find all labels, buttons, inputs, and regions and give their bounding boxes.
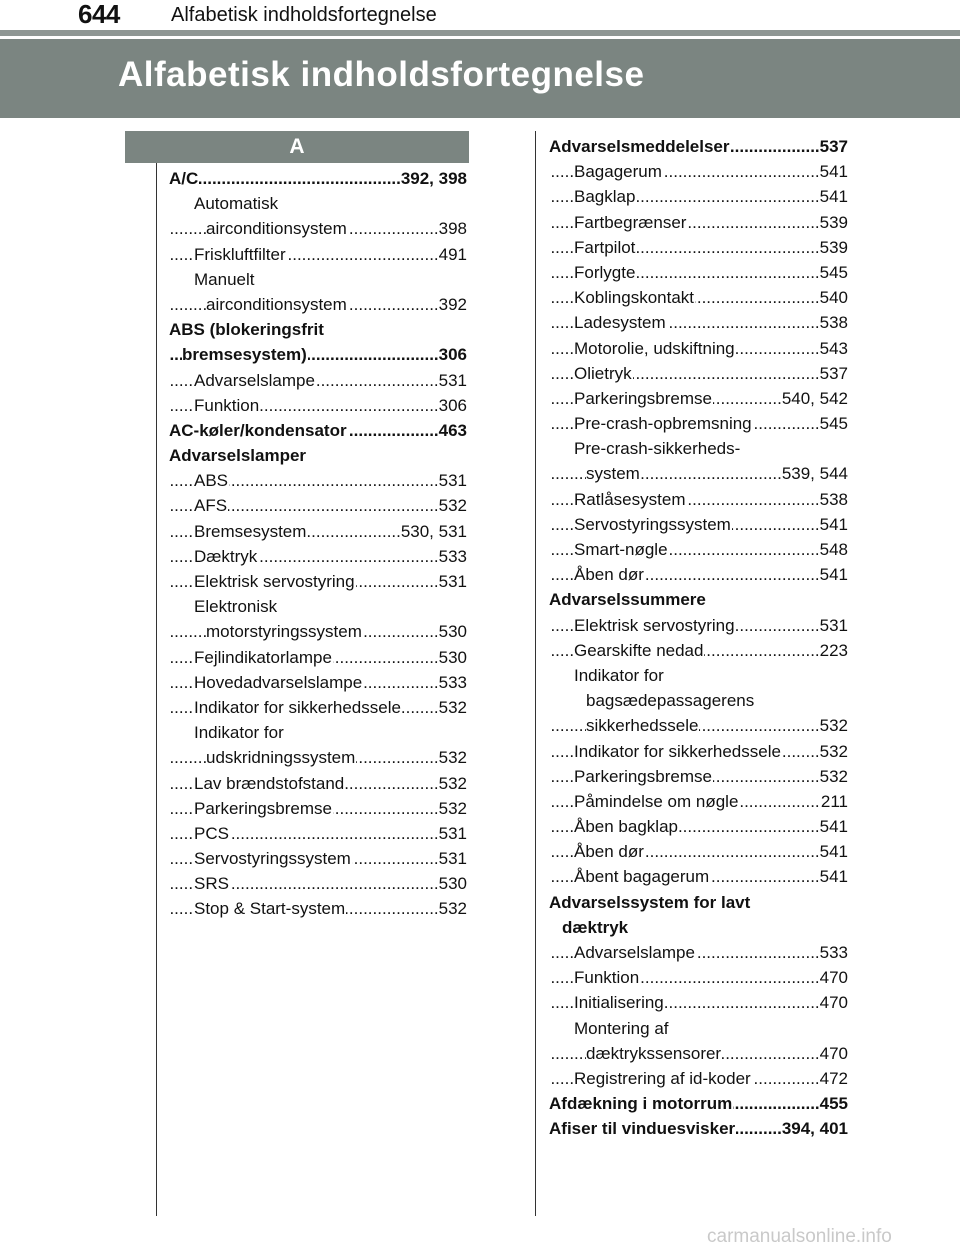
index-entry bbox=[549, 386, 848, 411]
entry-label: ..... Servostyringssystem bbox=[194, 846, 352, 871]
index-entry bbox=[549, 537, 848, 562]
index-entry bbox=[169, 619, 467, 644]
index-entry bbox=[549, 260, 848, 285]
entry-page-number: 531 bbox=[438, 821, 467, 846]
index-entry bbox=[549, 285, 848, 310]
entry-page-number: 531 bbox=[438, 569, 467, 594]
index-entry bbox=[169, 594, 467, 619]
entry-label: ..... Servostyringssystem bbox=[574, 512, 732, 537]
entry-label: ..... Gearskifte nedad bbox=[574, 638, 704, 663]
entry-label: Pre-crash-sikkerheds- bbox=[574, 436, 741, 461]
entry-label: ..... sikkerhedssele bbox=[586, 713, 699, 738]
index-entry bbox=[169, 796, 467, 821]
index-entry bbox=[549, 159, 848, 184]
entry-label: ..... Parkeringsbremse bbox=[574, 764, 713, 789]
index-entry bbox=[169, 368, 467, 393]
entry-label: ..... Elektrisk servostyring bbox=[194, 569, 356, 594]
entry-label: ..... Smart-nøgle bbox=[574, 537, 669, 562]
entry-label: ..... Indikator for sikkerhedssele bbox=[574, 739, 782, 764]
index-entry bbox=[549, 235, 848, 260]
entry-label: Montering af bbox=[574, 1016, 670, 1041]
index-entry bbox=[549, 965, 848, 990]
entry-page-number: 543 bbox=[819, 336, 848, 361]
entry-page-number: 538 bbox=[819, 310, 848, 335]
entry-page-number: 532 bbox=[438, 745, 467, 770]
entry-page-number: 532 bbox=[438, 771, 467, 796]
entry-page-number: 211 bbox=[820, 789, 848, 814]
entry-page-number: 541 bbox=[819, 184, 848, 209]
index-entry bbox=[549, 613, 848, 638]
entry-label: ..... Afiser til vinduesvisker bbox=[549, 1116, 736, 1141]
entry-label: Automatisk bbox=[194, 191, 279, 216]
entry-page-number: 463 bbox=[438, 418, 467, 443]
entry-label: ..... ABS bbox=[194, 468, 229, 493]
entry-label: ..... Åben dør bbox=[574, 562, 645, 587]
index-entry bbox=[549, 713, 848, 738]
index-entry bbox=[549, 512, 848, 537]
index-entry bbox=[549, 411, 848, 436]
entry-page-number: 533 bbox=[438, 670, 467, 695]
entry-label: ..... PCS bbox=[194, 821, 230, 846]
entry-label: ..... Pre-crash-opbremsning bbox=[574, 411, 753, 436]
index-entry bbox=[549, 638, 848, 663]
entry-label: ..... Ratlåsesystem bbox=[574, 487, 686, 512]
index-entry bbox=[549, 461, 848, 486]
index-entry bbox=[169, 821, 467, 846]
entry-page-number: 470 bbox=[819, 965, 848, 990]
index-entry bbox=[549, 663, 848, 688]
entry-label: ..... SRS bbox=[194, 871, 230, 896]
entry-page-number: 470 bbox=[819, 1041, 848, 1066]
entry-label: ..... udskridningssystem bbox=[206, 745, 356, 770]
entry-label: Advarselssummere bbox=[549, 587, 707, 612]
entry-label: ..... Advarselslampe bbox=[574, 940, 696, 965]
entry-page-number: 537 bbox=[819, 134, 848, 159]
entry-page-number: 530 bbox=[438, 619, 467, 644]
entry-label: ..... Friskluftfilter bbox=[194, 242, 287, 267]
entry-page-number: 491 bbox=[438, 242, 467, 267]
index-entry bbox=[549, 990, 848, 1015]
index-entry bbox=[549, 1041, 848, 1066]
index-entry bbox=[169, 695, 467, 720]
index-entry bbox=[549, 940, 848, 965]
index-entry bbox=[169, 242, 467, 267]
entry-page-number: 531 bbox=[438, 846, 467, 871]
index-entry bbox=[549, 134, 848, 159]
index-entry bbox=[549, 890, 848, 915]
entry-page-number: 539, 544 bbox=[781, 461, 848, 486]
left-index-column bbox=[169, 166, 467, 922]
entry-label: ..... Olietryk bbox=[574, 361, 633, 386]
entry-page-number: 530, 531 bbox=[400, 519, 467, 544]
index-entry bbox=[549, 764, 848, 789]
index-entry bbox=[169, 317, 467, 342]
entry-page-number: 394, 401 bbox=[781, 1116, 848, 1141]
entry-page-number: 545 bbox=[819, 260, 848, 285]
entry-label: ..... AFS bbox=[194, 493, 228, 518]
index-entry bbox=[169, 393, 467, 418]
index-entry bbox=[169, 191, 467, 216]
entry-page-number: 306 bbox=[438, 342, 467, 367]
title-banner bbox=[0, 39, 960, 118]
entry-page-number: 532 bbox=[819, 764, 848, 789]
index-entry bbox=[549, 436, 848, 461]
index-entry bbox=[549, 688, 848, 713]
entry-page-number: 472 bbox=[819, 1066, 848, 1091]
entry-label: ..... Lav brændstofstand bbox=[194, 771, 345, 796]
entry-page-number: 541 bbox=[819, 839, 848, 864]
index-entry bbox=[549, 864, 848, 889]
entry-label: ..... system bbox=[586, 461, 641, 486]
entry-label: ..... Afdækning i motorrum bbox=[549, 1091, 733, 1116]
entry-page-number: 541 bbox=[819, 562, 848, 587]
entry-page-number: 530 bbox=[438, 871, 467, 896]
entry-page-number: 531 bbox=[819, 613, 848, 638]
entry-label: ..... Parkeringsbremse bbox=[574, 386, 713, 411]
entry-label: ..... Elektrisk servostyring bbox=[574, 613, 736, 638]
entry-label: Manuelt bbox=[194, 267, 255, 292]
entry-label: bagsædepassagerens bbox=[586, 688, 755, 713]
right-index-column bbox=[549, 134, 848, 1142]
entry-label: ..... Ladesystem bbox=[574, 310, 667, 335]
entry-label: ..... Indikator for sikkerhedssele bbox=[194, 695, 402, 720]
entry-label: ..... airconditionsystem bbox=[206, 216, 348, 241]
entry-page-number: 470 bbox=[819, 990, 848, 1015]
entry-label: ..... Initialisering bbox=[574, 990, 665, 1015]
index-entry bbox=[549, 1016, 848, 1041]
page-number: 644 bbox=[78, 0, 120, 29]
index-entry bbox=[549, 915, 848, 940]
index-entry bbox=[169, 493, 467, 518]
index-entry bbox=[549, 839, 848, 864]
entry-label: ..... Bagklap bbox=[574, 184, 636, 209]
index-entry bbox=[169, 468, 467, 493]
entry-page-number: 541 bbox=[819, 814, 848, 839]
index-entry bbox=[169, 896, 467, 921]
index-entry bbox=[169, 720, 467, 745]
index-entry bbox=[549, 1066, 848, 1091]
entry-page-number: 532 bbox=[438, 796, 467, 821]
entry-label: ..... Funktion bbox=[194, 393, 260, 418]
entry-page-number: 392, 398 bbox=[400, 166, 467, 191]
index-entry bbox=[549, 336, 848, 361]
entry-page-number: 540, 542 bbox=[781, 386, 848, 411]
index-entry bbox=[549, 184, 848, 209]
entry-label: ..... Funktion bbox=[574, 965, 640, 990]
entry-label: ..... Åben dør bbox=[574, 839, 645, 864]
entry-label: ..... Stop & Start-system bbox=[194, 896, 346, 921]
index-entry bbox=[169, 670, 467, 695]
entry-page-number: 532 bbox=[819, 739, 848, 764]
entry-page-number: 392 bbox=[438, 292, 467, 317]
entry-label: ..... A/C bbox=[169, 166, 199, 191]
entry-label: ..... Hovedadvarselslampe bbox=[194, 670, 363, 695]
index-entry bbox=[169, 418, 467, 443]
entry-label: ..... Parkeringsbremse bbox=[194, 796, 333, 821]
index-entry bbox=[169, 166, 467, 191]
entry-label: ..... Registrering af id-koder bbox=[574, 1066, 752, 1091]
section-letter-header: A bbox=[125, 131, 469, 163]
entry-label: ..... airconditionsystem bbox=[206, 292, 348, 317]
index-entry bbox=[169, 216, 467, 241]
entry-page-number: 538 bbox=[819, 487, 848, 512]
entry-page-number: 537 bbox=[819, 361, 848, 386]
index-entry bbox=[169, 342, 467, 367]
entry-page-number: 532 bbox=[438, 695, 467, 720]
index-entry bbox=[549, 487, 848, 512]
left-margin-rule bbox=[156, 163, 157, 1216]
entry-label: Advarselslamper bbox=[169, 443, 307, 468]
index-entry bbox=[549, 310, 848, 335]
entry-page-number: 531 bbox=[438, 468, 467, 493]
index-entry bbox=[169, 443, 467, 468]
index-entry bbox=[549, 1091, 848, 1116]
entry-label: ..... bremsesystem) bbox=[182, 342, 308, 367]
entry-label: ..... motorstyringssystem bbox=[206, 619, 363, 644]
index-entry bbox=[169, 519, 467, 544]
entry-page-number: 398 bbox=[438, 216, 467, 241]
entry-label: ..... Koblingskontakt bbox=[574, 285, 695, 310]
index-entry bbox=[169, 267, 467, 292]
entry-label: ..... Fartpilot bbox=[574, 235, 636, 260]
index-entry bbox=[169, 745, 467, 770]
entry-page-number: 541 bbox=[819, 512, 848, 537]
entry-label: ..... Påmindelse om nøgle bbox=[574, 789, 739, 814]
index-entry bbox=[549, 739, 848, 764]
entry-page-number: 455 bbox=[819, 1091, 848, 1116]
entry-page-number: 532 bbox=[438, 896, 467, 921]
index-entry bbox=[169, 292, 467, 317]
index-entry bbox=[549, 789, 848, 814]
entry-page-number: 539 bbox=[819, 235, 848, 260]
entry-label: ..... Fartbegrænser bbox=[574, 210, 687, 235]
entry-label: ..... Forlygte bbox=[574, 260, 636, 285]
entry-label: ..... Dæktryk bbox=[194, 544, 258, 569]
index-entry bbox=[169, 569, 467, 594]
entry-label: Elektronisk bbox=[194, 594, 278, 619]
entry-label: Indikator for bbox=[194, 720, 285, 745]
page-title: Alfabetisk indholdsfortegnelse bbox=[118, 55, 645, 94]
entry-label: ..... Motorolie, udskiftning bbox=[574, 336, 736, 361]
entry-page-number: 533 bbox=[819, 940, 848, 965]
entry-label: ..... Advarselsmeddelelser bbox=[549, 134, 731, 159]
index-entry bbox=[169, 846, 467, 871]
entry-page-number: 532 bbox=[819, 713, 848, 738]
column-divider bbox=[535, 131, 536, 1216]
running-head-title: Alfabetisk indholdsfortegnelse bbox=[171, 4, 437, 26]
entry-page-number: 306 bbox=[438, 393, 467, 418]
index-entry bbox=[549, 361, 848, 386]
entry-label: ..... dæktrykssensorer bbox=[586, 1041, 722, 1066]
top-rule bbox=[0, 30, 960, 36]
index-entry bbox=[549, 210, 848, 235]
entry-page-number: 533 bbox=[438, 544, 467, 569]
index-entry bbox=[549, 587, 848, 612]
index-entry bbox=[549, 1116, 848, 1141]
entry-label: ..... Bagagerum bbox=[574, 159, 663, 184]
entry-label: ..... AC-køler/kondensator bbox=[169, 418, 348, 443]
entry-page-number: 548 bbox=[819, 537, 848, 562]
entry-label: ..... Advarselslampe bbox=[194, 368, 316, 393]
entry-label: ..... Fejlindikatorlampe bbox=[194, 645, 333, 670]
entry-label: ..... Bremsesystem bbox=[194, 519, 307, 544]
entry-page-number: 539 bbox=[819, 210, 848, 235]
index-entry bbox=[169, 871, 467, 896]
entry-label: dæktryk bbox=[562, 915, 629, 940]
entry-label: Advarselssystem for lavt bbox=[549, 890, 751, 915]
index-entry bbox=[549, 562, 848, 587]
entry-label: ABS (blokeringsfrit bbox=[169, 317, 325, 342]
index-entry bbox=[169, 771, 467, 796]
index-entry bbox=[169, 544, 467, 569]
running-head bbox=[0, 0, 960, 32]
entry-page-number: 545 bbox=[819, 411, 848, 436]
entry-page-number: 532 bbox=[438, 493, 467, 518]
entry-label: Indikator for bbox=[574, 663, 665, 688]
entry-page-number: 530 bbox=[438, 645, 467, 670]
index-entry bbox=[549, 814, 848, 839]
entry-label: ..... Åbent bagagerum bbox=[574, 864, 710, 889]
entry-page-number: 541 bbox=[819, 864, 848, 889]
entry-page-number: 540 bbox=[819, 285, 848, 310]
entry-label: ..... Åben bagklap bbox=[574, 814, 679, 839]
entry-page-number: 541 bbox=[819, 159, 848, 184]
entry-page-number: 223 bbox=[819, 638, 848, 663]
watermark: carmanualsonline.info bbox=[707, 1226, 892, 1247]
index-entry bbox=[169, 645, 467, 670]
entry-page-number: 531 bbox=[438, 368, 467, 393]
